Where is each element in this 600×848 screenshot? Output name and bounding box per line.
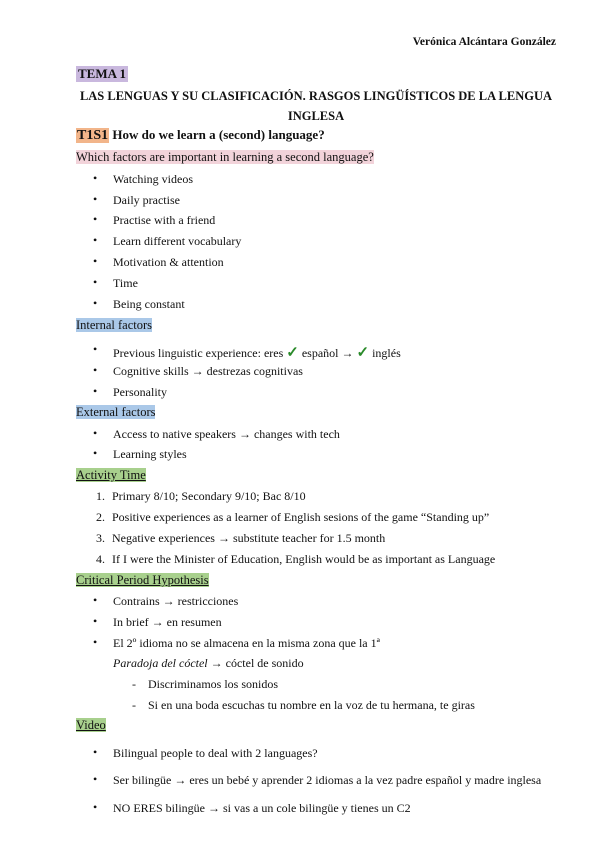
section-tag: T1S1: [77, 128, 109, 143]
numbered-item: 4. If I were the Minister of Education, English would be as important as Language: [96, 552, 496, 566]
section-title: How do we learn a (second) language?: [112, 127, 325, 142]
video-heading: Video: [76, 718, 106, 732]
section-heading: [76, 127, 325, 144]
internal-factors-heading: Internal factors: [76, 318, 153, 332]
numbered-item: 3. Negative experiences → substitute teacher for 1.5 month: [96, 531, 386, 545]
tema-label: TEMA 1: [78, 66, 127, 81]
external-factors-heading: External factors: [76, 405, 156, 419]
check-icon: ✓: [286, 345, 299, 361]
author-name: Verónica Alcántara González: [412, 36, 556, 48]
numbered-item: 1. Primary 8/10; Secondary 9/10; Bac 8/10: [96, 489, 306, 503]
document-title: LAS LENGUAS Y SU CLASIFICACIÓN. RASGOS LINGÜÍSTICOS DE LA LENGUA INGLESA: [79, 89, 553, 123]
activity-time-heading: Activity Time: [76, 468, 146, 482]
paradoja-line: Paradoja del cóctel → cóctel de sonido: [113, 656, 304, 670]
document-page: Verónica Alcántara González TEMA 1 LAS LENGUAS Y SU CLASIFICACIÓN. RASGOS LINGÜÍSTICOS DE LA LENGUA INGLESA T1S1 How do we learn a (second) language? Which factors are important in learning a second language? Watching videos Daily practise Practise with a friend Learn different vocabulary Motivation & attention Time Being constant Internal factors Previous linguistic experience: eres ✓ español → ✓ inglés Cognitive skills → destrezas cognitivas Personality External factors Access to native speakers → changes with tech Learning styles Activity Time 1. Primary 8/10; Secondary 9/10; Bac 8/10 2. Positive experiences as a learner of English sesions of the game “Standing up” 3. Negative experiences → substitute teacher for 1.5 month 4. If I were the Minister of Education, English would be as important as Language Critical Period Hypothesis Contrains → restricciones In brief → en resumen El 2º idioma no se almacena en la misma zona que la 1ª Paradoja del cóctel → cóctel de sonido - Discriminamos los sonidos - Si en una boda escuchas tu nombre en la voz de tu hermana, te giras Video Bilingual people to deal with 2 languages? Ser bilingüe → eres un bebé y aprender 2 idiomas a la vez padre español y madre inglesa NO ERES bilingüe → si vas a un cole bilingüe y tienes un C2: [76, 36, 556, 815]
check-icon: ✓: [356, 345, 370, 361]
critical-period-heading: Critical Period Hypothesis: [76, 573, 209, 587]
numbered-item: 2. Positive experiences as a learner of English sesions of the game “Standing up”: [96, 510, 490, 524]
sub-item: - Discriminamos los sonidos: [132, 677, 279, 691]
question-heading: Which factors are important in learning a second language?: [76, 150, 374, 164]
sub-item: - Si en una boda escuchas tu nombre en la voz de tu hermana, te giras: [132, 698, 475, 712]
